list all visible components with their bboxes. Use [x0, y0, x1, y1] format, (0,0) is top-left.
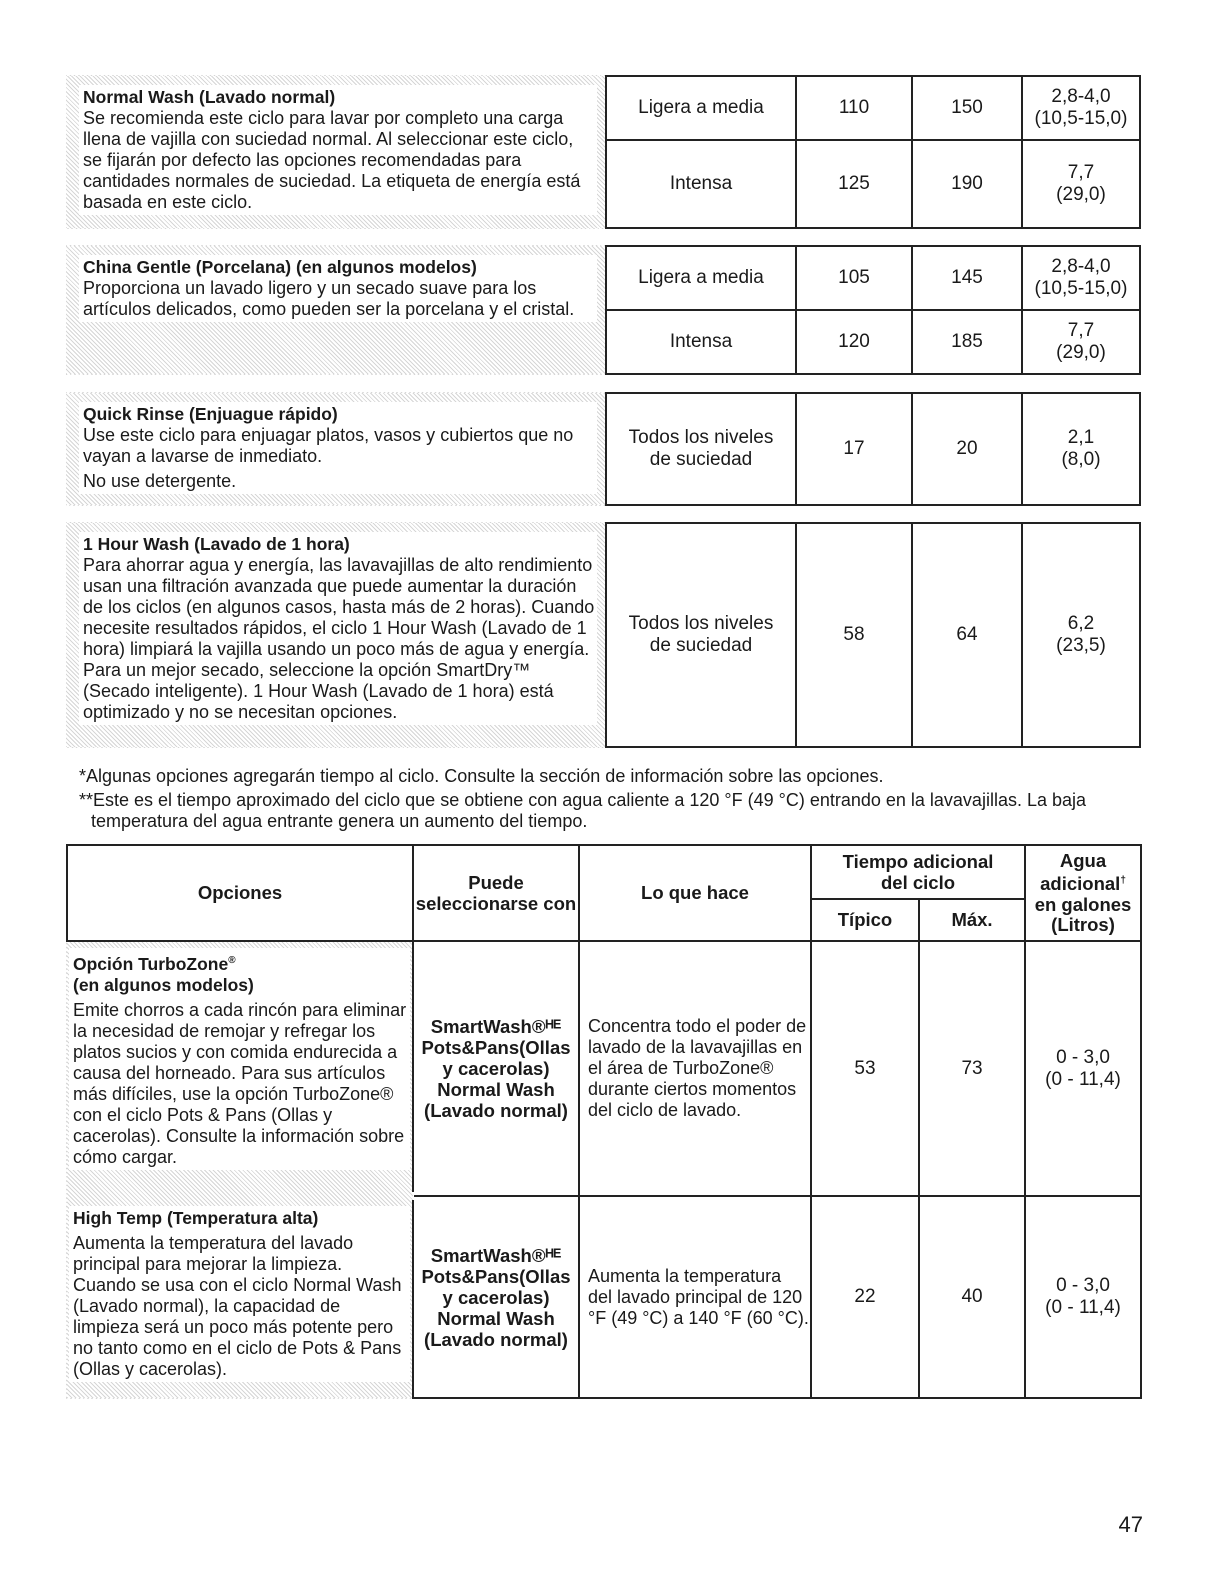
cycle-table-normal-wash — [66, 75, 1141, 229]
cycle-max-time: 190 — [912, 140, 1022, 228]
cycle-time: 105 — [796, 246, 912, 310]
option-title: Opción TurboZone® — [73, 953, 236, 974]
cycle-description: Se recomienda este ciclo para lavar por completo una carga llena de vajilla con suciedad normal. Al seleccionar este ciclo, se fijarán por defecto las opciones recomendadas para cantidades normales de suciedad. La etiqueta de energía está basada en este ciclo. — [83, 108, 581, 212]
water-usage: 2,1 (8,0) — [1022, 393, 1140, 505]
cycle-title: China Gentle (Porcelana) (en algunos modelos) — [83, 257, 477, 277]
header-what-it-does: Lo que hace — [579, 845, 811, 941]
cycle-time: 58 — [796, 523, 912, 747]
cycle-table-china-gentle — [66, 245, 1141, 375]
cycle-description-cell — [66, 393, 606, 505]
cycle-table-quick-rinse — [66, 392, 1141, 506]
water-usage: 2,8-4,0 (10,5-15,0) — [1022, 76, 1140, 140]
footnote-cycle-time: **Este es el tiempo aproximado del ciclo que se obtiene con agua caliente a 120 °F (49 °C) entrando en la lavavajillas. La baja temperatura del agua entrante genera un aumento del tiempo. — [79, 790, 1087, 831]
options-table — [66, 844, 1142, 1399]
option-selectable-cycles: SmartWash®ᴴᴱ Pots&Pans(Ollas y cacerolas) Normal Wash (Lavado normal) — [413, 941, 579, 1196]
header-can-select: Puede seleccionarse con — [413, 845, 579, 941]
cycle-title: Quick Rinse (Enjuague rápido) — [83, 404, 338, 424]
footnote-options: *Algunas opciones agregarán tiempo al ciclo. Consulte la sección de información sobre las opciones. — [79, 766, 884, 786]
option-what-it-does: Aumenta la temperatura del lavado principal de 120 °F (49 °C) a 140 °F (60 °C). — [579, 1196, 811, 1398]
cycle-time: 120 — [796, 310, 912, 374]
cycle-max-time: 145 — [912, 246, 1022, 310]
water-usage: 6,2 (23,5) — [1022, 523, 1140, 747]
cycle-max-time: 20 — [912, 393, 1022, 505]
cycle-description-cell — [66, 523, 606, 747]
option-extra-water: 0 - 3,0 (0 - 11,4) — [1025, 941, 1141, 1196]
option-subtitle: (en algunos modelos) — [73, 974, 254, 995]
soil-level: Todos los niveles de suciedad — [606, 393, 796, 505]
cycle-description: Proporciona un lavado ligero y un secado suave para los artículos delicados, como pueden ser la porcelana y el cristal. — [83, 278, 575, 319]
cycle-time: 125 — [796, 140, 912, 228]
page-number: 47 — [1118, 1512, 1143, 1537]
option-description-cell — [67, 1196, 413, 1398]
cycle-time: 17 — [796, 393, 912, 505]
header-max: Máx. — [919, 899, 1025, 941]
water-usage: 7,7 (29,0) — [1022, 310, 1140, 374]
footnotes — [79, 766, 1159, 835]
cycle-description: Para ahorrar agua y energía, las lavavajillas de alto rendimiento usan una filtración avanzada que puede aumentar la duración de los ciclos (en algunos casos, hasta más de 2 horas). Cuando necesite resultados rápidos, el ciclo 1 Hour Wash (Lavado de 1 hora) limpiará la vajilla usando un poco más de agua y energía. Para un mejor secado, seleccione la opción SmartDry™ (Secado inteligente). 1 Hour Wash (Lavado de 1 hora) está optimizado y no se necesitan opciones. — [83, 555, 595, 722]
soil-level: Ligera a media — [606, 76, 796, 140]
soil-level: Intensa — [606, 310, 796, 374]
cycle-max-time: 185 — [912, 310, 1022, 374]
soil-level: Intensa — [606, 140, 796, 228]
water-usage: 2,8-4,0 (10,5-15,0) — [1022, 246, 1140, 310]
option-description: Emite chorros a cada rincón para eliminar la necesidad de remojar y refregar los platos sucios y con comida endurecida a causa del horneado. Para sus artículos más difíciles, use la opción TurboZone® con el ciclo Pots & Pans (Ollas y cacerolas). Consulte la información sobre cómo cargar. — [73, 999, 407, 1167]
cycle-description-cell — [66, 76, 606, 228]
header-extra-time: Tiempo adicional del ciclo — [811, 845, 1025, 899]
option-description: Aumenta la temperatura del lavado principal para mejorar la limpieza. Cuando se usa con el ciclo Normal Wash (Lavado normal), la capacidad de limpieza será un poco más potente pero no tanto como en el ciclo de Pots & Pans (Ollas y cacerolas). — [73, 1233, 402, 1379]
cycle-title: 1 Hour Wash (Lavado de 1 hora) — [83, 534, 350, 554]
cycle-description-note: No use detergente. — [83, 471, 237, 491]
option-max-time: 40 — [919, 1196, 1025, 1398]
cycle-table-1-hour-wash — [66, 522, 1141, 748]
option-what-it-does: Concentra todo el poder de lavado de la lavavajillas en el área de TurboZone® durante ciertos momentos del ciclo de lavado. — [579, 941, 811, 1196]
cycle-max-time: 64 — [912, 523, 1022, 747]
option-max-time: 73 — [919, 941, 1025, 1196]
cycle-description: Use este ciclo para enjuagar platos, vasos y cubiertos que no vayan a lavarse de inmediato. — [83, 425, 574, 466]
header-options: Opciones — [67, 845, 413, 941]
soil-level: Todos los niveles de suciedad — [606, 523, 796, 747]
cycle-time: 110 — [796, 76, 912, 140]
header-extra-water: Agua adicional† en galones (Litros) — [1025, 845, 1141, 941]
header-typical: Típico — [811, 899, 919, 941]
option-typical-time: 53 — [811, 941, 919, 1196]
option-title: High Temp (Temperatura alta) — [73, 1208, 319, 1228]
option-extra-water: 0 - 3,0 (0 - 11,4) — [1025, 1196, 1141, 1398]
water-usage: 7,7 (29,0) — [1022, 140, 1140, 228]
soil-level: Ligera a media — [606, 246, 796, 310]
option-selectable-cycles: SmartWash®ᴴᴱ Pots&Pans(Ollas y cacerolas) Normal Wash (Lavado normal) — [413, 1196, 579, 1398]
cycle-title: Normal Wash (Lavado normal) — [83, 87, 336, 107]
cycle-max-time: 150 — [912, 76, 1022, 140]
cycle-description-cell — [66, 246, 606, 374]
option-description-cell — [67, 941, 413, 1196]
option-typical-time: 22 — [811, 1196, 919, 1398]
